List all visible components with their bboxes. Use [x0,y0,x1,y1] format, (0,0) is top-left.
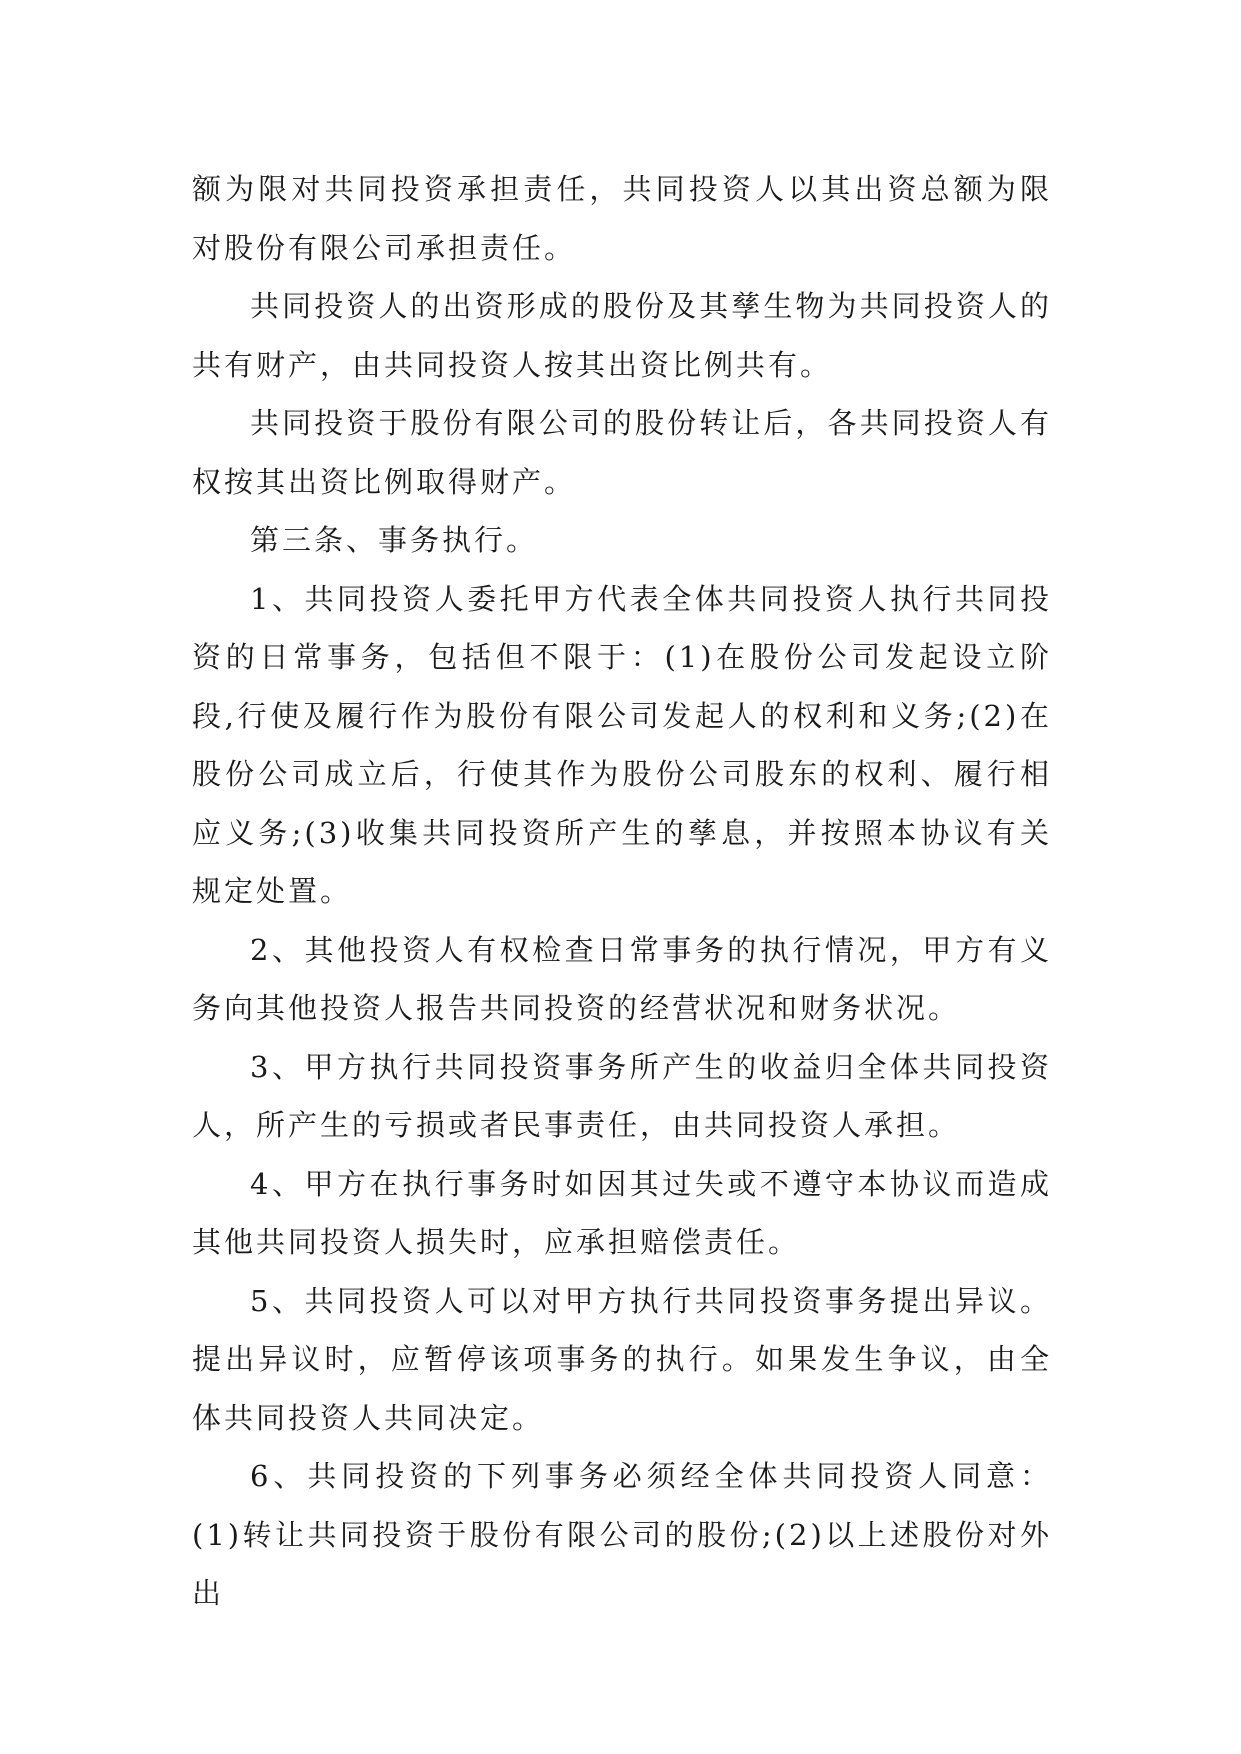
clause-2: 2、其他投资人有权检查日常事务的执行情况，甲方有义务向其他投资人报告共同投资的经营状况和财务状况。 [192,932,1052,1025]
clause-5: 5、共同投资人可以对甲方执行共同投资事务提出异议。提出异议时，应暂停该项事务的执行。如果发生争议，由全体共同投资人共同决定。 [192,1283,1052,1435]
paragraph-share-transfer: 共同投资于股份有限公司的股份转让后，各共同投资人有权按其出资比例取得财产。 [192,406,1052,499]
clause-6: 6、共同投资的下列事务必须经全体共同投资人同意：(1)转让共同投资于股份有限公司的股份;(2)以上述股份对外出 [192,1459,1052,1610]
paragraph-shared-property: 共同投资人的出资形成的股份及其孳生物为共同投资人的共有财产，由共同投资人按其出资比例共有。 [192,289,1052,382]
clause-3: 3、甲方执行共同投资事务所产生的收益归全体共同投资人，所产生的亏损或者民事责任，由共同投资人承担。 [192,1049,1052,1142]
document-body [192,160,1052,1623]
paragraph-continuation: 额为限对共同投资承担责任，共同投资人以其出资总额为限对股份有限公司承担责任。 [192,172,1052,265]
clause-4: 4、甲方在执行事务时如因其过失或不遵守本协议而造成其他共同投资人损失时，应承担赔偿责任。 [192,1166,1052,1259]
clause-1: 1、共同投资人委托甲方代表全体共同投资人执行共同投资的日常事务，包括但不限于：(1)在股份公司发起设立阶段,行使及履行作为股份有限公司发起人的权利和义务;(2)在股份公司成立后，行使其作为股份公司股东的权利、履行相应义务;(3)收集共同投资所产生的孳息，并按照本协议有关规定处置。 [192,581,1052,908]
article-heading: 第三条、事务执行。 [250,523,539,557]
